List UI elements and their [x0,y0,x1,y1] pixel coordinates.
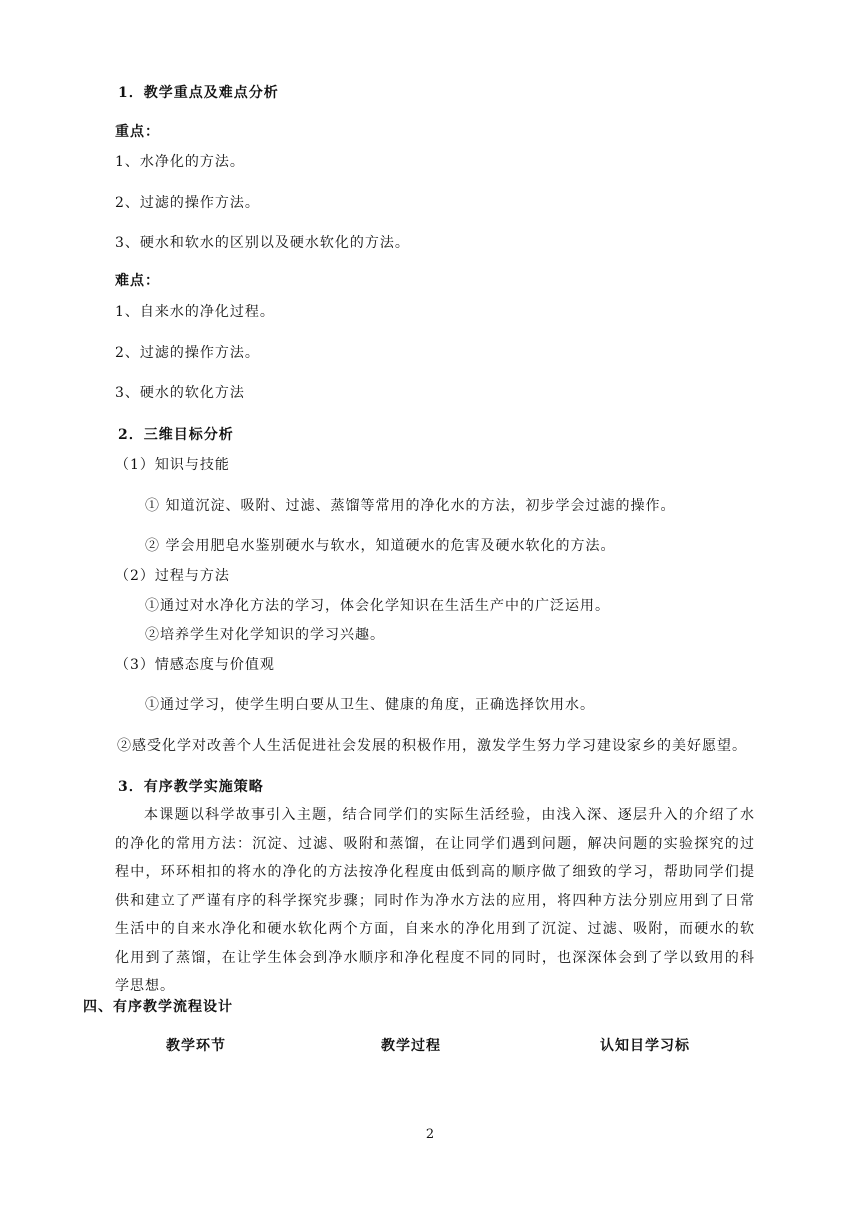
difficult-point-item: 1、自来水的净化过程。 [115,304,275,320]
page-number: 2 [425,1127,435,1142]
table-header-process: 教学过程 [381,1038,441,1054]
table-header-stage: 教学环节 [166,1038,226,1054]
goal-heading-process: （2）过程与方法 [115,568,230,584]
goal-item: ②培养学生对化学知识的学习兴趣。 [145,627,385,643]
section-title-key-difficulty: 1．教学重点及难点分析 [118,85,279,101]
section-title-goals: 2．三维目标分析 [118,427,234,443]
goal-item: ①通过对水净化方法的学习，体会化学知识在生活生产中的广泛运用。 [145,598,610,614]
goal-item: ②感受化学对改善个人生活促进社会发展的积极作用，激发学生努力学习建设家乡的美好愿望。 [117,738,747,754]
key-point-item: 3、硬水和软水的区别以及硬水软化的方法。 [115,235,410,251]
goal-item: ② 学会用肥皂水鉴别硬水与软水，知道硬水的危害及硬水软化的方法。 [145,538,616,554]
section-title-strategy: 3．有序教学实施策略 [118,779,264,795]
goal-heading-knowledge: （1）知识与技能 [115,457,230,473]
goal-item: ① 知道沉淀、吸附、过滤、蒸馏等常用的净化水的方法，初步学会过滤的操作。 [145,498,676,514]
difficult-point-item: 3、硬水的软化方法 [115,385,245,401]
goal-item: ①通过学习，使学生明白要从卫生、健康的角度，正确选择饮用水。 [145,697,595,713]
goal-heading-attitude: （3）情感态度与价值观 [115,657,275,673]
key-point-item: 2、过滤的操作方法。 [115,195,260,211]
table-header-goals: 认知目学习标 [600,1038,690,1054]
section-title-flow: 四、有序教学流程设计 [83,999,233,1015]
difficult-point-item: 2、过滤的操作方法。 [115,345,260,361]
key-points-label: 重点： [115,124,160,140]
difficult-points-label: 难点： [115,273,160,289]
strategy-paragraph: 本课题以科学故事引入主题，结合同学们的实际生活经验，由浅入深、逐层升入的介绍了水的净化的常用方法：沉淀、过滤、吸附和蒸馏，在让同学们遇到问题，解决问题的实验探究的过程中，环环相扣的将水的净化的方法按净化程度由低到高的顺序做了细致的学习，帮助同学们提供和建立了严谨有序的科学探究步骤；同时作为净水方法的应用，将四种方法分别应用到了日常生活中的自来水净化和硬水软化两个方面，自来水的净化用到了沉淀、过滤、吸附，而硬水的软化用到了蒸馏，在让学生体会到净水顺序和净化程度不同的同时，也深深体会到了学以致用的科学思想。 [115,807,755,994]
key-point-item: 1、水净化的方法。 [115,154,245,170]
